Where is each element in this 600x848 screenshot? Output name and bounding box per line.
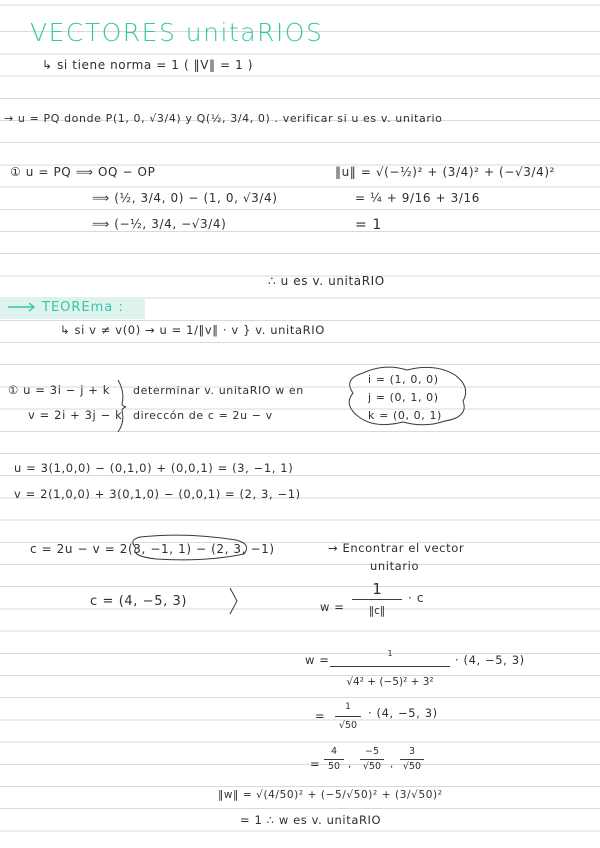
example2-c-expression: c = 2u − v = 2(3, −1, 1) − (2, 3, −1): [30, 542, 275, 556]
w-def-numerator: 1: [372, 580, 382, 598]
example2-conclusion: = 1 ∴ w es v. unitaRIO: [240, 813, 382, 827]
basis-i: i = (1, 0, 0): [368, 373, 439, 386]
w3-separator-2: ,: [390, 759, 394, 770]
w-def-rhs: · c: [408, 591, 425, 605]
w1-lhs: w =: [305, 653, 330, 667]
w2-numerator: 1: [345, 702, 351, 712]
example1-norm-line3: = 1: [355, 217, 382, 233]
angle-bracket-icon: [228, 586, 240, 616]
theorem-label: TEOREma :: [42, 300, 124, 315]
basis-j: j = (0, 1, 0): [368, 391, 439, 404]
theorem-arrow-icon: [8, 302, 38, 312]
w1-fraction-bar: [330, 666, 450, 667]
example1-step1: ① u = PQ ⟹ OQ − OP: [10, 165, 156, 179]
theorem-statement: ↳ si v ≠ v(0) → u = 1/‖v‖ · v } v. unitaRIO: [60, 323, 325, 337]
w-def-lhs: w =: [320, 600, 345, 614]
example1-statement: → u = PQ donde P(1, 0, √3/4) y Q(½, 3/4, 0) . verificar si u es v. unitario: [4, 112, 443, 125]
w2-denominator: √50: [338, 720, 358, 731]
w2-rhs: · (4, −5, 3): [368, 706, 438, 720]
w3-equals: =: [310, 757, 321, 771]
example2-c-result: c = (4, −5, 3): [90, 594, 188, 609]
example2-u-definition: ① u = 3i − j + k: [8, 383, 111, 397]
w3-c-fraction-bar: [400, 759, 424, 760]
w3-b-fraction-bar: [360, 759, 384, 760]
basis-k: k = (0, 0, 1): [368, 409, 442, 422]
example1-norm-line1: ‖u‖ = √(−½)² + (3/4)² + (−√3/4)²: [335, 165, 556, 179]
example2-v-definition: v = 2i + 3j − k: [28, 408, 123, 422]
cancel-annotation: [126, 534, 276, 562]
w1-rhs: · (4, −5, 3): [455, 653, 525, 667]
w-def-fraction-bar: [352, 599, 402, 600]
example2-v-expanded: v = 2(1,0,0) + 3(0,1,0) − (0,0,1) = (2, 3, −1): [14, 487, 301, 501]
example2-task-line1: determinar v. unitaRIO w en: [133, 384, 304, 397]
page-title: VECTORES unitaRIOS: [30, 18, 324, 47]
w3-c-denominator: √50: [402, 761, 422, 772]
w3-separator-1: ,: [348, 759, 352, 770]
example1-conclusion: ∴ u es v. unitaRIO: [268, 274, 385, 288]
find-vector-line2: unitario: [370, 559, 420, 573]
w3-b-numerator: −5: [364, 746, 379, 757]
w-def-denominator: ‖c‖: [368, 605, 386, 617]
w1-denominator: √4² + (−5)² + 3²: [346, 676, 434, 688]
example2-u-expanded: u = 3(1,0,0) − (0,1,0) + (0,0,1) = (3, −1, 1): [14, 461, 294, 475]
find-vector-line1: → Encontrar el vector: [328, 541, 465, 555]
brace-icon: [116, 378, 128, 434]
definition-note: ↳ si tiene norma = 1 ( ‖V‖ = 1 ): [42, 58, 254, 72]
w3-c-numerator: 3: [408, 746, 416, 757]
w2-equals: =: [315, 709, 326, 723]
example1-step3: ⟹ (−½, 3/4, −√3/4): [92, 217, 227, 231]
example1-norm-line2: = ¼ + 9/16 + 3/16: [355, 191, 480, 205]
w3-a-numerator: 4: [330, 746, 338, 757]
w3-a-fraction-bar: [324, 759, 344, 760]
w2-fraction-bar: [335, 716, 361, 717]
w-norm-expression: ‖w‖ = √(4/50)² + (−5/√50)² + (3/√50)²: [218, 789, 443, 801]
w3-a-denominator: 50: [327, 761, 341, 772]
w1-numerator: 1: [387, 649, 393, 658]
example1-step2: ⟹ (½, 3/4, 0) − (1, 0, √3/4): [92, 191, 278, 205]
w3-b-denominator: √50: [362, 761, 382, 772]
example2-task-line2: direccón de c = 2u − v: [133, 409, 273, 422]
